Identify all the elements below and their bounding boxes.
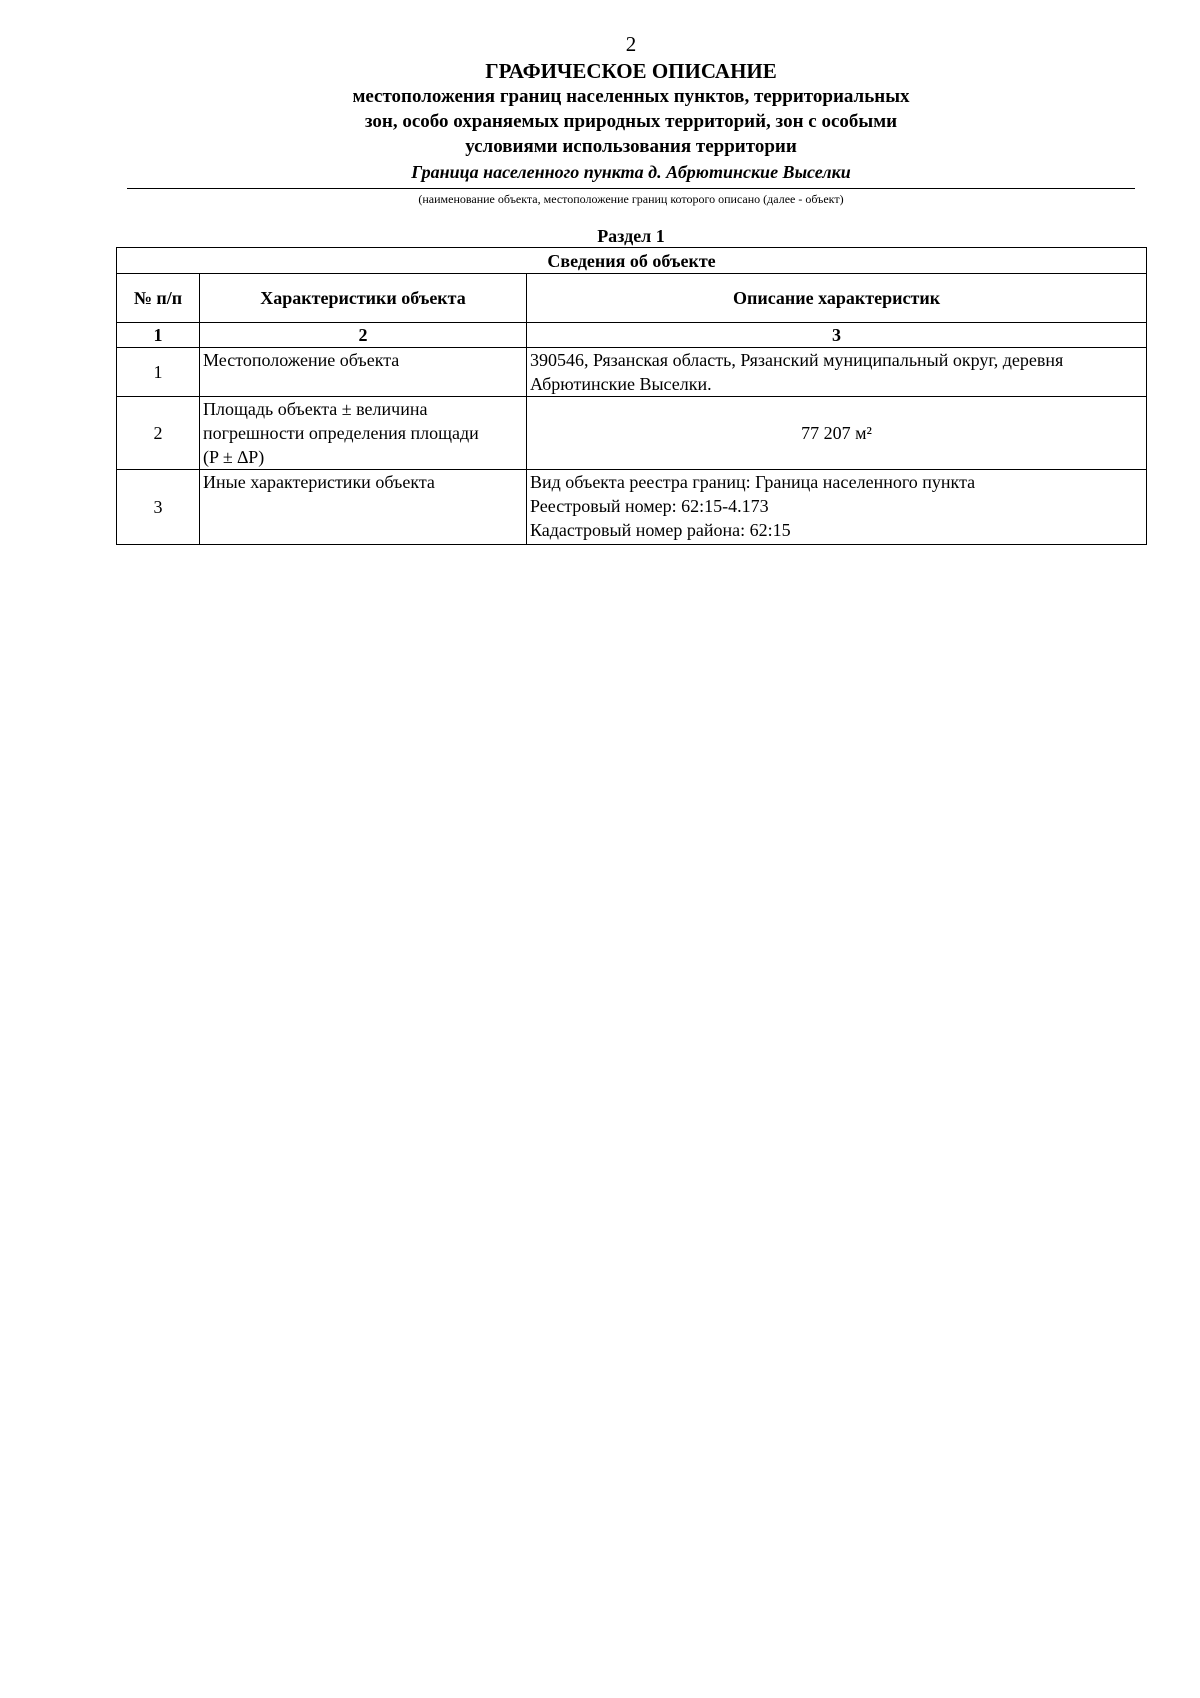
- object-info-table: [116, 247, 1147, 545]
- description-line: 77 207 м²: [801, 423, 872, 443]
- column-number-2: 2: [200, 323, 527, 348]
- column-header-description: Описание характеристик: [527, 274, 1147, 323]
- row-characteristic: [200, 470, 527, 545]
- document-subtitle-line-3: условиями использования территории: [465, 136, 797, 157]
- description-line: Вид объекта реестра границ: Граница населенного пункта: [530, 472, 976, 492]
- characteristic-line: Местоположение объекта: [203, 350, 400, 370]
- row-number: 3: [117, 470, 200, 545]
- row-characteristic: [200, 397, 527, 470]
- document-subtitle-line-1: местоположения границ населенных пунктов, территориальных: [352, 86, 910, 107]
- characteristic-line: Иные характеристики объекта: [203, 472, 435, 492]
- object-name-caption: (наименование объекта, местоположение границ которого описано (далее - объект): [418, 192, 844, 206]
- table-row: [117, 397, 1147, 470]
- row-number: 1: [117, 348, 200, 397]
- object-name-underline: [127, 188, 1135, 189]
- row-description: [527, 348, 1147, 397]
- description-line: 390546, Рязанская область, Рязанский муниципальный округ, деревня: [530, 350, 1064, 370]
- table-caption: Сведения об объекте: [117, 248, 1147, 274]
- table-row: [117, 348, 1147, 397]
- page-number: 2: [625, 32, 637, 56]
- characteristic-line: (P ± ∆P): [203, 447, 265, 467]
- description-line: Реестровый номер: 62:15-4.173: [530, 496, 769, 516]
- row-characteristic: [200, 348, 527, 397]
- section-title: Раздел 1: [597, 226, 665, 246]
- object-name: Граница населенного пункта д. Абрютинские Выселки: [411, 162, 851, 182]
- row-description: [527, 397, 1147, 470]
- description-line: Абрютинские Выселки.: [530, 374, 712, 394]
- row-description: [527, 470, 1147, 545]
- column-header-num: № п/п: [117, 274, 200, 323]
- row-number: 2: [117, 397, 200, 470]
- characteristic-line: погрешности определения площади: [203, 423, 479, 443]
- document-title: ГРАФИЧЕСКОЕ ОПИСАНИЕ: [485, 59, 777, 83]
- characteristic-line: Площадь объекта ± величина: [203, 399, 428, 419]
- column-number-3: 3: [527, 323, 1147, 348]
- column-header-characteristic: Характеристики объекта: [200, 274, 527, 323]
- table-row: [117, 470, 1147, 545]
- column-number-1: 1: [117, 323, 200, 348]
- document-subtitle-line-2: зон, особо охраняемых природных территорий, зон с особыми: [364, 111, 898, 132]
- description-line: Кадастровый номер района: 62:15: [530, 520, 791, 540]
